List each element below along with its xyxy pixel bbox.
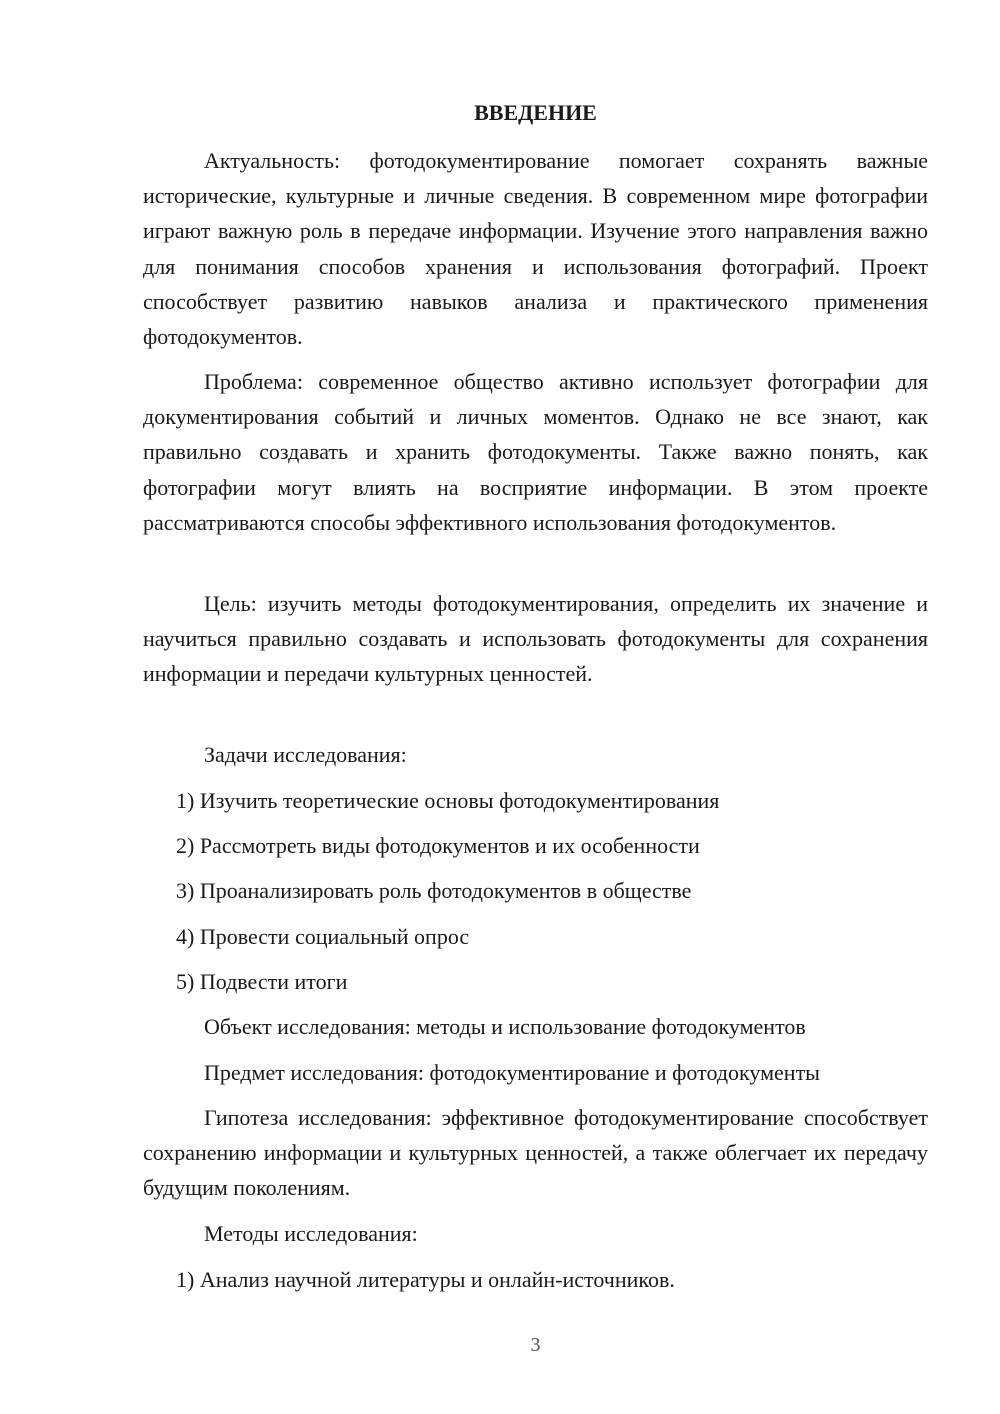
task-item: 5) Подвести итоги [176,969,348,994]
document-page [143,0,928,1414]
task-item: 2) Рассмотреть виды фотодокументов и их особенности [176,833,700,858]
task-item: 3) Проанализировать роль фотодокументов в обществе [176,878,692,903]
method-item: 1) Анализ научной литературы и онлайн-источников. [176,1267,675,1292]
research-object: Объект исследования: методы и использование фотодокументов [204,1014,806,1039]
relevance-paragraph: Актуальность: фотодокументирование помогает сохранять важные исторические, культурные и личные сведения. В современном мире фотографии играют важную роль в передаче информации. Изучение этого направления важно для понимания способов хранения и использования фотографий. Проект способствует развитию навыков анализа и практического применения фотодокументов. [143,148,928,350]
task-item: 4) Провести социальный опрос [176,924,470,949]
problem-paragraph: Проблема: современное общество активно использует фотографии для документирования событий и личных моментов. Однако не все знают, как правильно создавать и хранить фотодокументы. Также важно понять, как фотографии могут влиять на восприятие информации. В этом проекте рассматриваются способы эффективного использования фотодокументов. [143,369,928,535]
goal-paragraph: Цель: изучить методы фотодокументирования, определить их значение и научиться правильно создавать и использовать фотодокументы для сохранения информации и передачи культурных ценностей. [143,591,928,687]
tasks-heading: Задачи исследования: [204,742,407,767]
section-title: ВВЕДЕНИЕ [474,100,597,125]
research-subject: Предмет исследования: фотодокументирование и фотодокументы [204,1060,820,1085]
methods-heading: Методы исследования: [204,1221,418,1246]
page-number: 3 [530,1334,541,1356]
task-item: 1) Изучить теоретические основы фотодокументирования [176,788,720,813]
hypothesis-paragraph: Гипотеза исследования: эффективное фотодокументирование способствует сохранению информации и культурных ценностей, а также облегчает их передачу будущим поколениям. [143,1105,928,1201]
